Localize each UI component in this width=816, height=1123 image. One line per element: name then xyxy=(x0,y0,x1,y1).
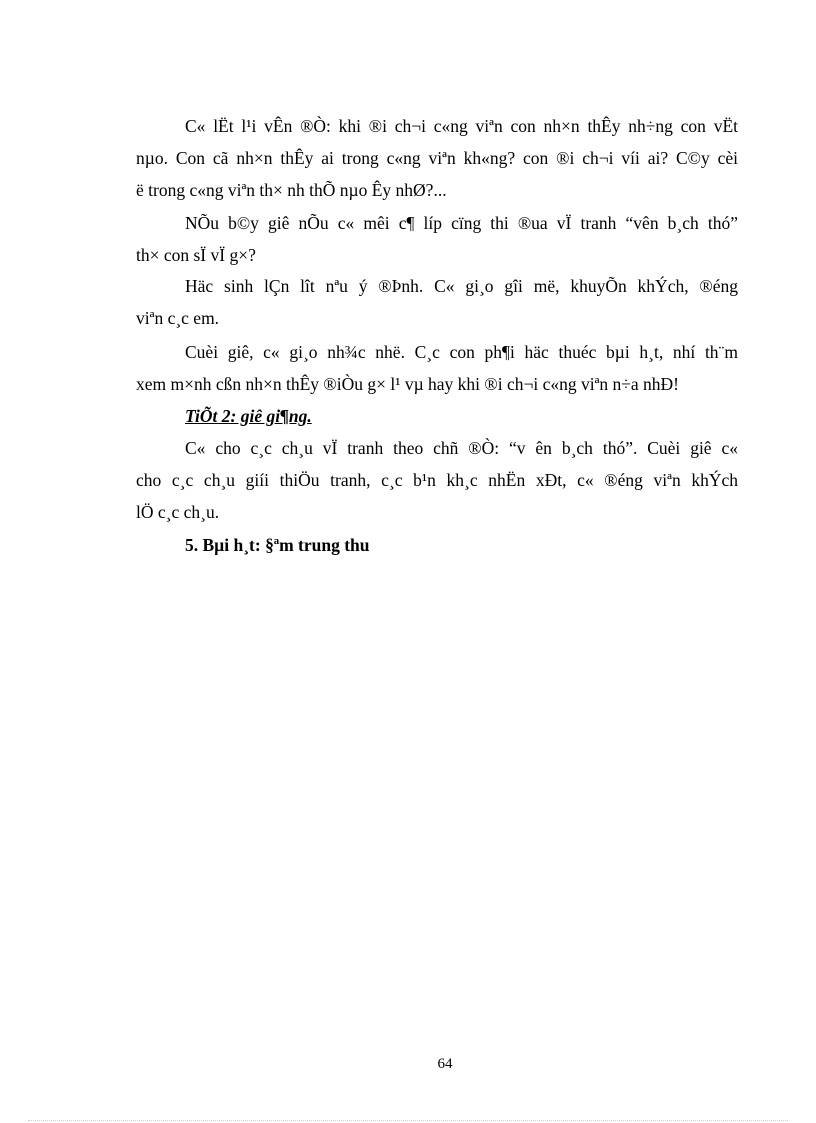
paragraph-1-line-1: C« lËt l¹i vÊn ®Ò: khi ®i ch¬i c«ng viªn con nh×n thÊy nh÷ng con vËt xyxy=(185,116,738,136)
paragraph-5 xyxy=(136,432,738,528)
footer-divider xyxy=(28,1120,788,1121)
paragraph-4-line-2: xem m×nh cßn nh×n thÊy ®iÒu g× l¹ vµ hay khi ®i ch¬i c«ng viªn n÷a nhÐ! xyxy=(136,374,679,394)
paragraph-3-line-2: viªn c¸c em. xyxy=(136,308,220,328)
lesson-heading-text: TiÕt 2: giê gi¶ng. xyxy=(185,406,312,426)
paragraph-5-line-3: lÖ c¸c ch¸u. xyxy=(136,502,220,522)
paragraph-4-line-1: Cuèi giê, c« gi¸o nh¾c nhë. C¸c con ph¶i häc thuéc bµi h¸t, nhí th¨m xyxy=(185,342,738,362)
paragraph-1 xyxy=(136,110,738,206)
paragraph-5-line-1: C« cho c¸c ch¸u vÏ tranh theo chñ ®Ò: “v ên b¸ch thó”. Cuèi giê c« xyxy=(185,438,738,458)
song-heading xyxy=(136,529,738,561)
page-number: 64 xyxy=(437,1056,453,1072)
paragraph-2-line-2: th× con sÏ vÏ g×? xyxy=(136,245,256,265)
paragraph-2-line-1: NÕu b©y giê nÕu c« mêi c¶ líp cïng thi ®ua vÏ tranh “vên b¸ch thó” xyxy=(185,213,738,233)
paragraph-4 xyxy=(136,336,738,400)
paragraph-1-line-3: ë trong c«ng viªn th× nh thÕ nµo Êy nhØ?... xyxy=(136,180,447,200)
paragraph-1-line-2: nµo. Con cã nh×n thÊy ai trong c«ng viªn kh«ng? con ®i ch¬i víi ai? C©y cèi xyxy=(136,148,738,168)
paragraph-3-line-1: Häc sinh lÇn lît nªu ý ®Þnh. C« gi¸o gîi më, khuyÕn khÝch, ®éng xyxy=(185,276,738,296)
lesson-heading xyxy=(136,400,738,432)
paragraph-3 xyxy=(136,270,738,334)
paragraph-2 xyxy=(136,207,738,271)
song-heading-text: 5. Bµi h¸t: §ªm trung thu xyxy=(185,535,370,555)
paragraph-5-line-2: cho c¸c ch¸u giíi thiÖu tranh, c¸c b¹n kh¸c nhËn xÐt, c« ®éng viªn khÝch xyxy=(136,470,738,490)
